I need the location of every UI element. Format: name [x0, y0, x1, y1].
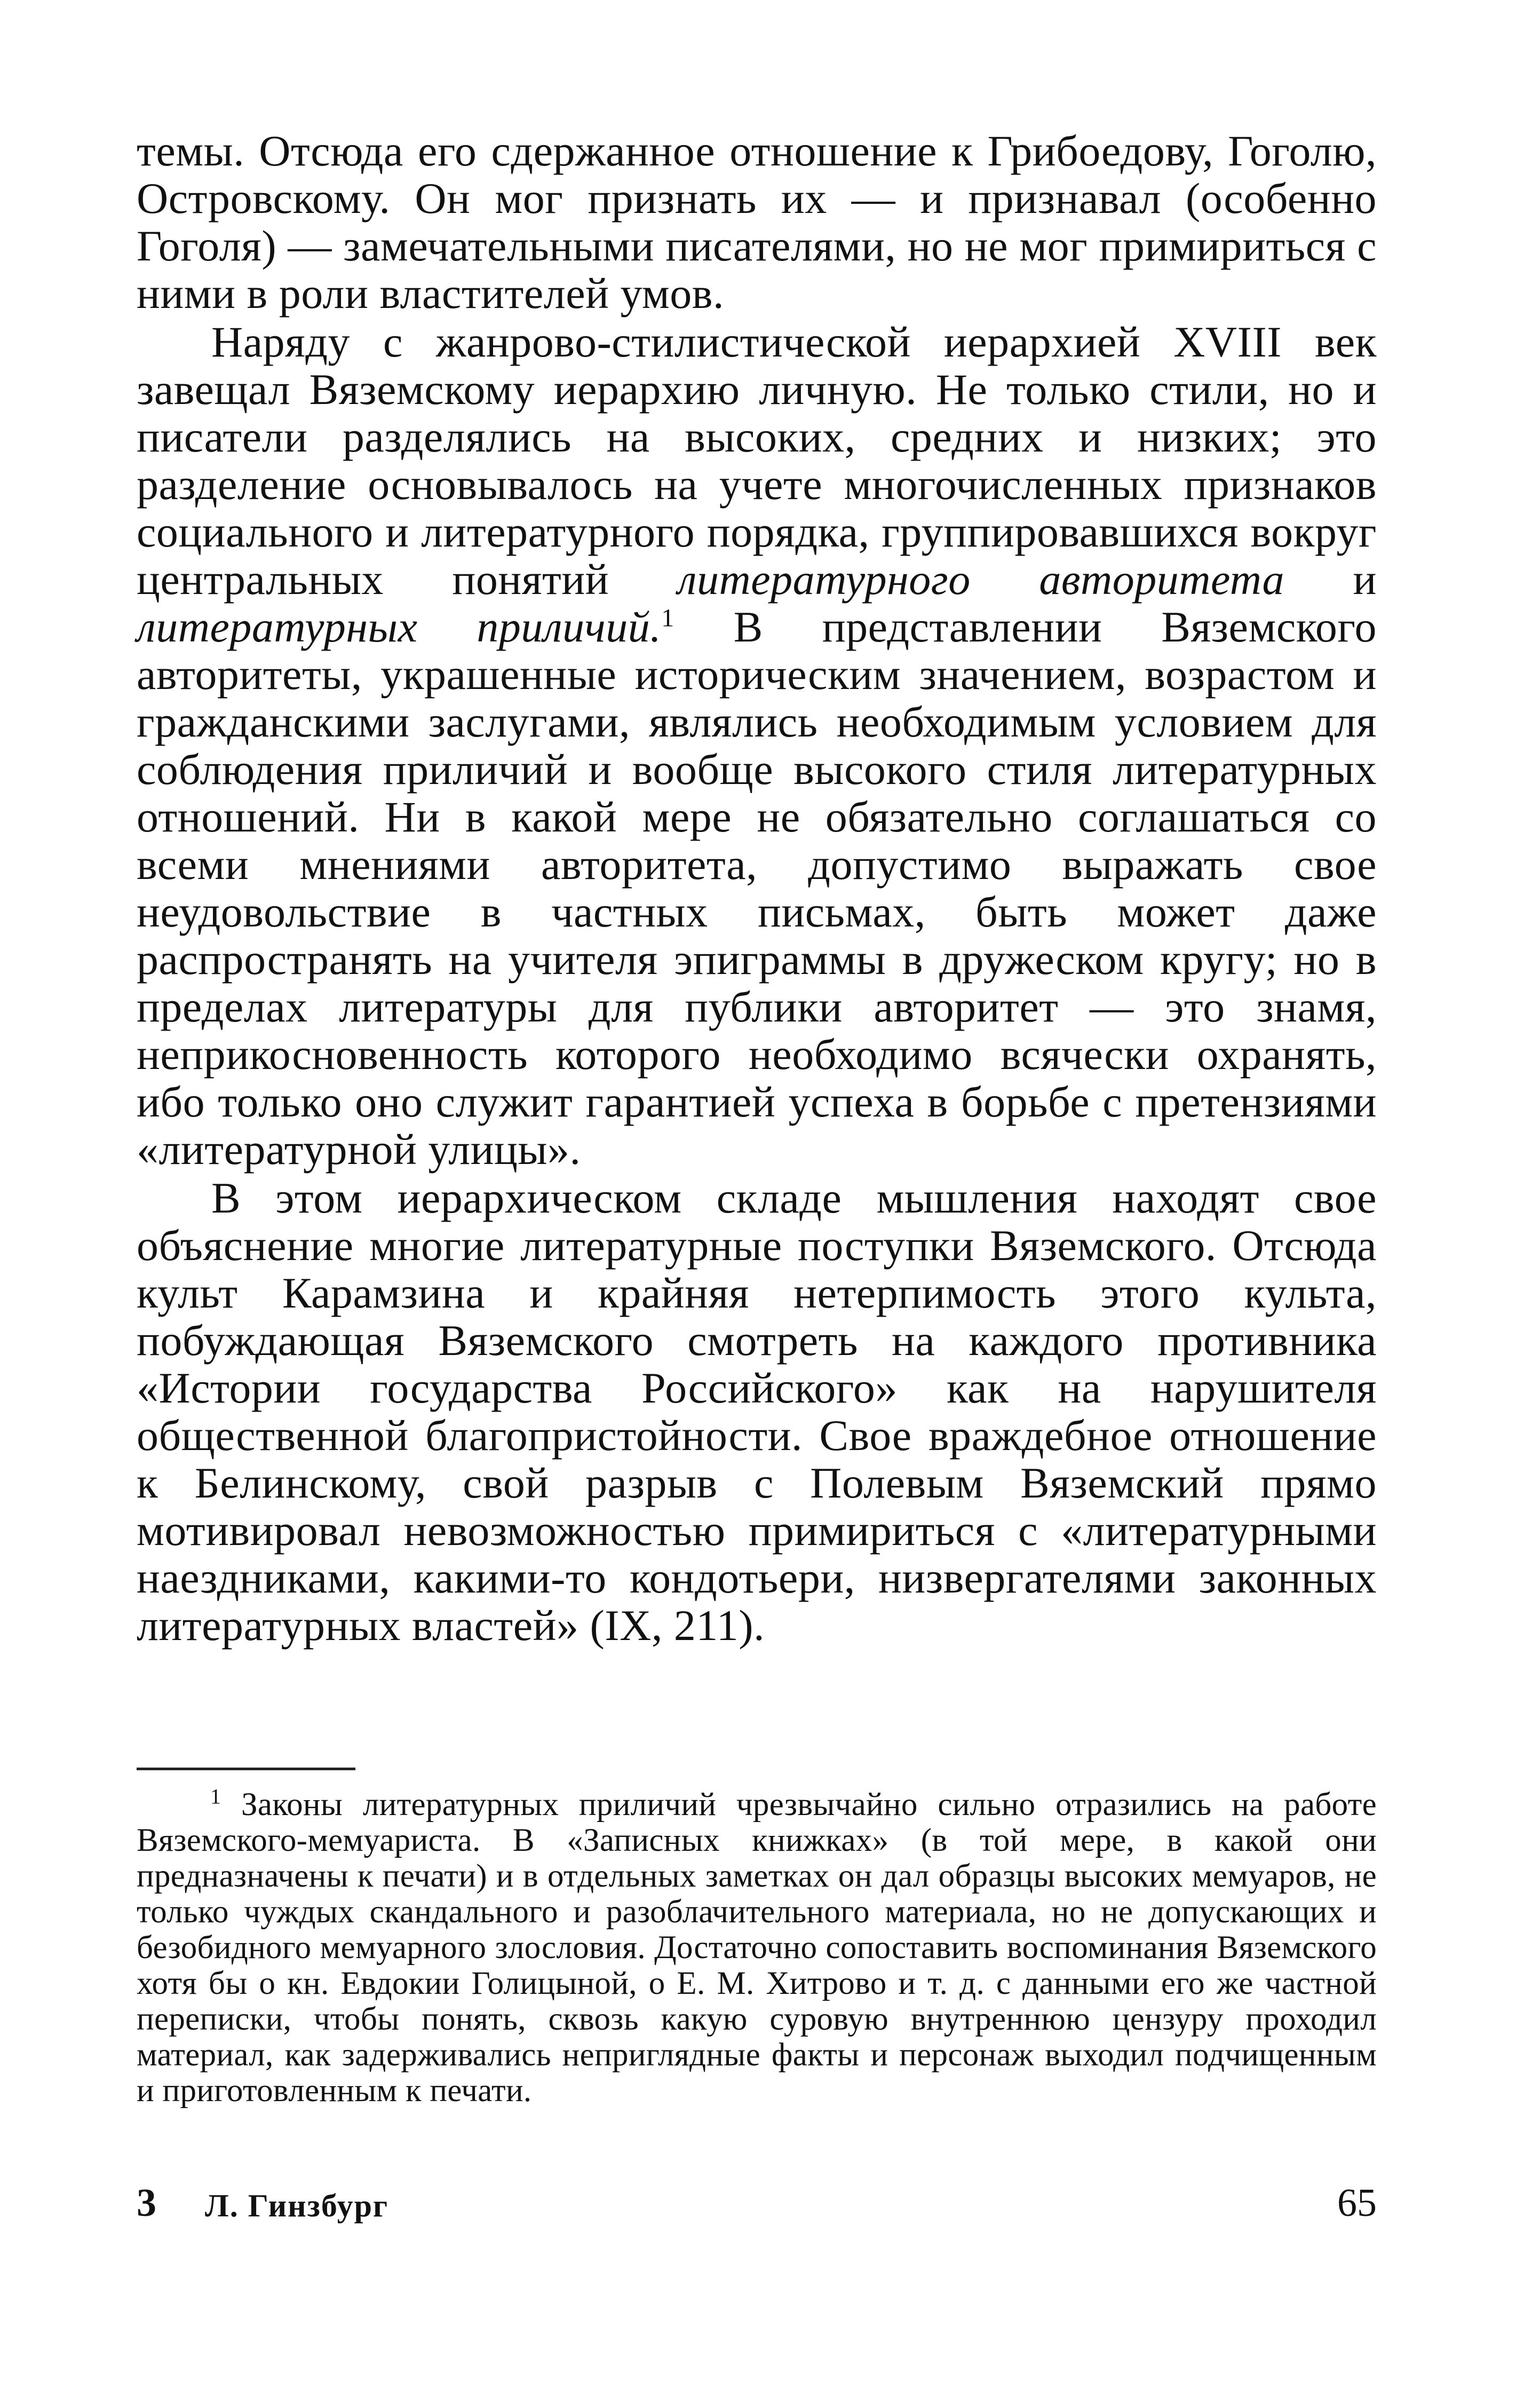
signature-author: Л. Гинзбург	[205, 2188, 389, 2223]
paragraph-2-end: В представлении Вяземского авторитеты, украшенные историческим значением, возрастом и гражданскими заслугами, являлись необходимым условием для соблюдения приличий и вообще высокого стиля литературных отношений. Ни в какой мере не обязательно соглашаться со всеми мнениями авторитета, допустимо выражать свое неудовольствие в частных письмах, быть может даже распространять на учителя эпиграммы в дружеском кругу; но в пределах литературы для публики авторитет — это знамя, неприкосновенность которого необходимо всячески охранять, ибо только оно служит гарантией успеха в борьбе с претензиями «литературной улицы».	[137, 603, 1377, 1174]
paragraph-2	[137, 318, 1377, 1173]
signature-number: 3	[137, 2181, 156, 2225]
page-number: 65	[1337, 2181, 1377, 2225]
term-literary-authority: литературного авторитета	[677, 555, 1284, 604]
paragraph-3: В этом иерархическом складе мышления находят свое объяснение многие литературные поступки Вяземского. Отсюда культ Карамзина и крайняя нетерпимость этого культа, побуждающая Вяземского смотреть на каждого противника «Истории государства Российского» как на нарушителя общественной благопристойности. Свое враждебное отношение к Белинскому, свой разрыв с Полевым Вяземский прямо мотивировал невозможностью примириться с «литературными наездниками, какими-то кондотьери, низвергателями законных литературных властей» (IX, 211).	[137, 1174, 1377, 1650]
conjunction-and: и	[1353, 555, 1377, 604]
paragraph-2-start: Наряду с жанрово-стилистической иерархией XVIII век завещал Вяземскому иерархию личную. Не только стили, но и писатели разделялись на высоких, средних и низких; это разделение основывалось на учете многочисленных признаков социального и литературного порядка, группировавшихся вокруг центральных понятий	[137, 318, 1377, 604]
footnote-mark: 1	[210, 1784, 221, 1809]
paragraph-1: темы. Отсюда его сдержанное отношение к Грибоедову, Гоголю, Островскому. Он мог признать их — и признавал (особенно Гоголя) — замечательными писателями, но не мог примириться с ними в роли властителей умов.	[137, 126, 1377, 318]
footnote-reference-mark: 1	[661, 604, 674, 632]
term-literary-decencies: литературных приличий.	[137, 603, 662, 651]
footnote-divider	[137, 1768, 355, 1770]
footnote-text: Законы литературных приличий чрезвычайно сильно отразились на работе Вяземского-мемуариста. В «Записных книжках» (в той мере, в какой они предназначены к печати) и в отдельных заметках он дал образцы высоких мемуаров, не только чуждых скандального и разоблачительного материала, но не допускающих и безобидного мемуарного злословия. Достаточно сопоставить воспоминания Вяземского хотя бы о кн. Евдокии Голицыной, о Е. М. Хитрово и т. д. с данными его же частной переписки, чтобы понять, сквозь какую суровую внутреннюю цензуру проходил материал, как задерживались неприглядные факты и персонаж выходил подчищенным и приготовленным к печати.	[137, 1787, 1377, 2109]
footnote-1	[137, 1784, 1377, 2109]
page-footer	[137, 2182, 1377, 2230]
main-text	[137, 127, 1377, 1649]
